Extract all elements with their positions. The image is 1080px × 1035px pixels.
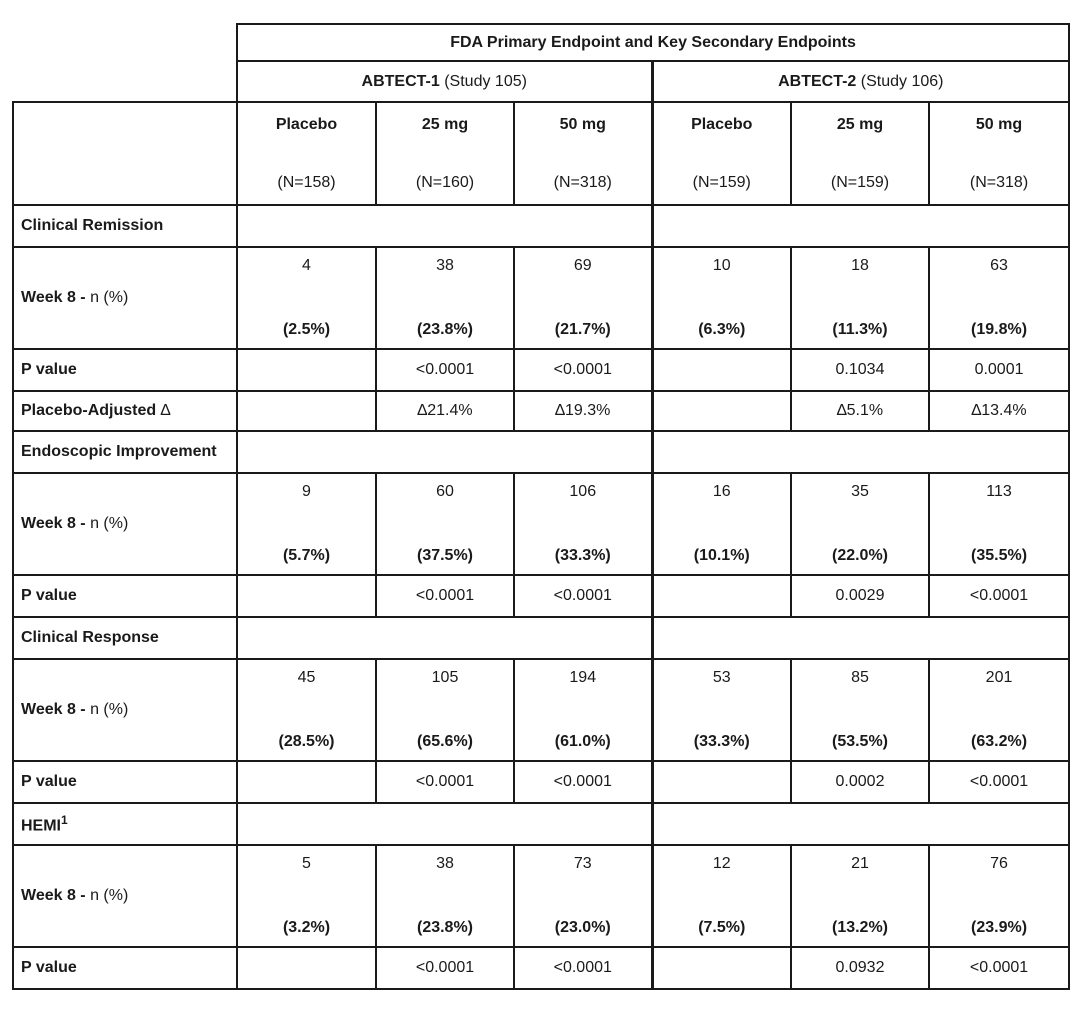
week8-label-cell	[13, 247, 237, 349]
arm-cell-0	[237, 102, 376, 205]
arm-n-4: (N=159)	[830, 173, 890, 191]
n-value: 194	[569, 669, 597, 686]
pvalue-label: P value	[21, 361, 77, 378]
week8-label-regular: n (%)	[90, 701, 129, 718]
n-value: 53	[712, 669, 731, 686]
section-merged-cell	[652, 617, 1069, 659]
pvalue-cell-5: <0.0001	[929, 575, 1069, 617]
week8-label-bold: Week 8 -	[21, 701, 91, 718]
n-value: 63	[990, 257, 1008, 274]
pct-value: (33.3%)	[693, 733, 750, 750]
pvalue-row-hemi	[13, 947, 1069, 989]
arm-n-5: (N=318)	[969, 173, 1029, 191]
study-abtect2-detail: (Study 106)	[856, 72, 944, 90]
section-merged-cell	[652, 431, 1069, 473]
arm-name-3: Placebo	[691, 115, 753, 133]
week8-cell-4	[791, 247, 929, 349]
delta-row-clinical-remission	[13, 391, 1069, 431]
week8-cell-4	[791, 473, 929, 575]
n-value: 73	[573, 855, 592, 872]
week8-cell-3	[652, 659, 791, 761]
pct-value: (61.0%)	[554, 733, 611, 750]
arm-name-2: 50 mg	[559, 115, 606, 133]
section-merged-cell	[652, 205, 1069, 247]
arm-n-1: (N=160)	[415, 173, 475, 191]
week8-cell-3	[652, 473, 791, 575]
week8-cell-2	[514, 247, 652, 349]
pvalue-cell-3	[652, 349, 791, 391]
pct-value: (33.3%)	[554, 547, 611, 564]
n-value: 60	[436, 483, 454, 500]
study-abtect2-name: ABTECT-2	[778, 72, 857, 90]
week8-cell-5	[929, 845, 1069, 947]
week8-label-regular: n (%)	[90, 289, 129, 306]
pct-value: (63.2%)	[971, 733, 1028, 750]
week8-cell-3	[652, 247, 791, 349]
week8-cell-1	[376, 247, 514, 349]
section-label-cell	[13, 617, 237, 659]
pvalue-cell-5: <0.0001	[929, 947, 1069, 989]
section-row-clinical-response	[13, 617, 1069, 659]
week8-label-cell	[13, 659, 237, 761]
arm-header-label-cell	[13, 102, 237, 205]
week8-cell-1	[376, 845, 514, 947]
week8-cell-3	[652, 845, 791, 947]
n-value: 85	[851, 669, 869, 686]
pvalue-label-cell	[13, 761, 237, 803]
week8-cell-5	[929, 473, 1069, 575]
pvalue-row-clinical-response	[13, 761, 1069, 803]
pvalue-row-clinical-remission	[13, 349, 1069, 391]
pct-value: (6.3%)	[698, 321, 746, 338]
pvalue-cell-1: <0.0001	[376, 575, 514, 617]
n-value: 9	[302, 483, 311, 500]
n-value: 12	[712, 855, 731, 872]
n-value: 16	[712, 483, 731, 500]
pvalue-cell-0	[237, 349, 376, 391]
week8-cell-5	[929, 659, 1069, 761]
arm-name-5: 50 mg	[975, 115, 1023, 133]
pvalue-cell-5: <0.0001	[929, 761, 1069, 803]
section-label: Clinical Response	[21, 629, 159, 646]
arm-cell-5	[929, 102, 1069, 205]
pct-value: (11.3%)	[832, 321, 888, 338]
week8-label-bold: Week 8 -	[21, 289, 91, 306]
pvalue-cell-3	[652, 761, 791, 803]
pct-value: (23.8%)	[416, 919, 474, 936]
pvalue-cell-3	[652, 575, 791, 617]
arm-name-1: 25 mg	[421, 115, 469, 133]
corner-spacer	[13, 61, 237, 102]
study-abtect1-detail: (Study 105)	[439, 72, 527, 90]
pvalue-label-cell	[13, 575, 237, 617]
section-merged-cell	[237, 617, 652, 659]
week8-cell-4	[791, 659, 929, 761]
delta-symbol: ∆	[160, 402, 171, 419]
week8-cell-1	[376, 659, 514, 761]
section-label: HEMI	[21, 817, 61, 835]
arm-cell-3	[652, 102, 791, 205]
pvalue-label-cell	[13, 349, 237, 391]
title-row	[13, 24, 1069, 61]
delta-cell-4: ∆5.1%	[791, 391, 929, 431]
week8-label-bold: Week 8 -	[21, 515, 91, 532]
pvalue-cell-0	[237, 947, 376, 989]
pvalue-cell-2: <0.0001	[514, 947, 652, 989]
week8-cell-0	[237, 247, 376, 349]
delta-cell-0	[237, 391, 376, 431]
week8-cell-0	[237, 659, 376, 761]
section-row-clinical-remission	[13, 205, 1069, 247]
delta-cell-5: ∆13.4%	[929, 391, 1069, 431]
n-value: 76	[990, 855, 1008, 872]
n-value: 35	[851, 483, 869, 500]
pct-value: (35.5%)	[971, 547, 1028, 564]
week8-row-endoscopic-improvement	[13, 473, 1069, 575]
pct-value: (10.1%)	[693, 547, 750, 564]
n-value: 45	[297, 669, 316, 686]
n-value: 113	[986, 483, 1012, 500]
arm-name-0: Placebo	[275, 115, 338, 133]
arm-cell-2	[514, 102, 652, 205]
week8-label-cell	[13, 845, 237, 947]
n-value: 106	[569, 483, 597, 500]
pct-value: (65.6%)	[416, 733, 474, 750]
pct-value: (5.7%)	[282, 547, 331, 564]
arm-n-2: (N=318)	[553, 173, 612, 191]
pvalue-cell-3	[652, 947, 791, 989]
section-merged-cell	[237, 431, 652, 473]
week8-cell-2	[514, 845, 652, 947]
section-label: Endoscopic Improvement	[21, 443, 217, 460]
study-abtect2-header	[652, 61, 1069, 102]
pct-value: (23.8%)	[416, 321, 474, 338]
delta-cell-3	[652, 391, 791, 431]
pct-value: (53.5%)	[831, 733, 889, 750]
arm-n-3: (N=159)	[692, 173, 751, 191]
week8-row-clinical-remission	[13, 247, 1069, 349]
week8-row-clinical-response	[13, 659, 1069, 761]
pvalue-row-endoscopic-improvement	[13, 575, 1069, 617]
fda-endpoints-table	[12, 23, 1070, 990]
week8-cell-0	[237, 473, 376, 575]
section-label-cell	[13, 205, 237, 247]
table-title: FDA Primary Endpoint and Key Secondary Endpoints	[237, 24, 1069, 61]
n-value: 69	[573, 257, 592, 274]
week8-cell-5	[929, 247, 1069, 349]
arm-name-4: 25 mg	[836, 115, 884, 133]
pvalue-cell-1: <0.0001	[376, 349, 514, 391]
section-row-hemi	[13, 803, 1069, 845]
arm-header-row	[13, 102, 1069, 205]
pct-value: (19.8%)	[971, 321, 1028, 338]
pct-value: (37.5%)	[416, 547, 474, 564]
pvalue-cell-0	[237, 761, 376, 803]
week8-cell-2	[514, 473, 652, 575]
study-abtect1-name: ABTECT-1	[361, 72, 440, 90]
week8-cell-4	[791, 845, 929, 947]
n-value: 38	[436, 855, 454, 872]
pct-value: (28.5%)	[278, 733, 335, 750]
section-label-cell	[13, 431, 237, 473]
study-abtect1-header	[237, 61, 652, 102]
pvalue-label: P value	[21, 773, 77, 790]
arm-cell-4	[791, 102, 929, 205]
pvalue-label-cell	[13, 947, 237, 989]
pvalue-cell-4: 0.1034	[791, 349, 929, 391]
n-value: 4	[302, 257, 311, 274]
arm-cell-1	[376, 102, 514, 205]
week8-cell-2	[514, 659, 652, 761]
pvalue-label: P value	[21, 587, 77, 604]
week8-cell-1	[376, 473, 514, 575]
week8-label-regular: n (%)	[90, 515, 129, 532]
week8-label-bold: Week 8 -	[21, 887, 91, 904]
section-merged-cell	[652, 803, 1069, 845]
pct-value: (22.0%)	[831, 547, 889, 564]
pvalue-cell-4: 0.0932	[791, 947, 929, 989]
pct-value: (23.9%)	[971, 919, 1028, 936]
delta-cell-2: ∆19.3%	[514, 391, 652, 431]
pvalue-cell-5: 0.0001	[929, 349, 1069, 391]
week8-cell-0	[237, 845, 376, 947]
pvalue-label: P value	[21, 959, 77, 976]
n-value: 5	[302, 855, 311, 872]
n-value: 10	[712, 257, 731, 274]
pct-value: (23.0%)	[554, 919, 611, 936]
delta-label-cell	[13, 391, 237, 431]
n-value: 38	[436, 257, 454, 274]
pvalue-cell-0	[237, 575, 376, 617]
section-label-cell	[13, 803, 237, 845]
pvalue-cell-2: <0.0001	[514, 349, 652, 391]
n-value: 105	[431, 669, 459, 686]
delta-label: Placebo-Adjusted	[21, 402, 161, 419]
corner-spacer	[13, 24, 237, 61]
pct-value: (21.7%)	[554, 321, 611, 338]
n-value: 18	[851, 257, 869, 274]
section-row-endoscopic-improvement	[13, 431, 1069, 473]
section-label: Clinical Remission	[21, 217, 164, 234]
pct-value: (13.2%)	[831, 919, 889, 936]
pvalue-cell-2: <0.0001	[514, 575, 652, 617]
week8-label-cell	[13, 473, 237, 575]
pct-value: (7.5%)	[698, 919, 746, 936]
section-merged-cell	[237, 205, 652, 247]
pvalue-cell-1: <0.0001	[376, 947, 514, 989]
pct-value: (2.5%)	[282, 321, 331, 338]
footnote-marker: 1	[61, 812, 68, 827]
arm-n-0: (N=158)	[277, 173, 336, 191]
pvalue-cell-2: <0.0001	[514, 761, 652, 803]
week8-row-hemi	[13, 845, 1069, 947]
n-value: 201	[985, 669, 1013, 686]
n-value: 21	[851, 855, 869, 872]
week8-label-regular: n (%)	[90, 887, 129, 904]
pvalue-cell-4: 0.0029	[791, 575, 929, 617]
pct-value: (3.2%)	[282, 919, 331, 936]
pvalue-cell-1: <0.0001	[376, 761, 514, 803]
pvalue-cell-4: 0.0002	[791, 761, 929, 803]
delta-cell-1: ∆21.4%	[376, 391, 514, 431]
section-merged-cell	[237, 803, 652, 845]
study-header-row	[13, 61, 1069, 102]
